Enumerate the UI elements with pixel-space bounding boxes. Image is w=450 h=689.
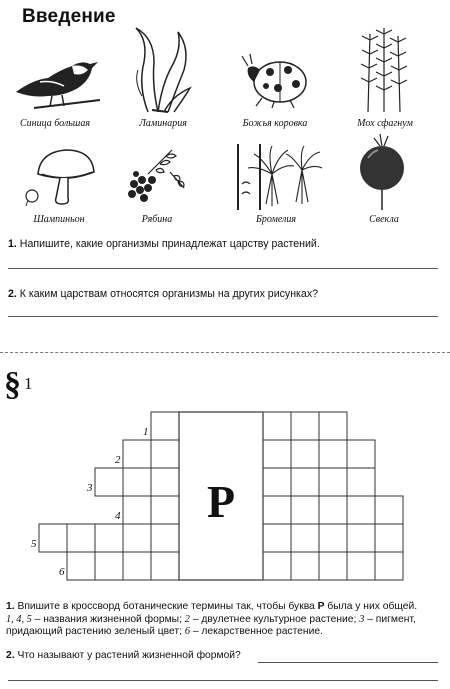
- crossword-row-number: 5: [31, 538, 37, 550]
- clue-text: – лекарственное растение.: [189, 626, 323, 637]
- clue-text: – пигмент,: [364, 613, 416, 625]
- crossword-row-number: 4: [115, 510, 121, 522]
- question-number: 1.: [8, 238, 17, 250]
- question-2: [8, 288, 318, 300]
- task-text: была у них общей.: [327, 601, 418, 612]
- crossword-row-number: 1: [143, 426, 149, 438]
- answer-line[interactable]: [8, 680, 438, 681]
- moss-icon: [354, 26, 414, 112]
- organism-caption: Шампиньон: [33, 214, 85, 225]
- rowan-icon: [122, 144, 188, 210]
- crossword-grid: [0, 405, 450, 590]
- organism-caption: Мох сфагнум: [357, 118, 413, 129]
- task-text: Что называют у растений жизненной формой?: [17, 650, 241, 661]
- question-number: 2.: [8, 288, 17, 300]
- organism-caption: Синица большая: [19, 118, 90, 129]
- bird-icon: [12, 50, 102, 112]
- mushroom-icon: [22, 144, 98, 208]
- question-text: К каким царствам относятся организмы на других рисунках?: [19, 288, 319, 300]
- organism-caption: Божья коровка: [242, 118, 308, 129]
- task-1: [6, 601, 446, 639]
- organism-caption: Ламинария: [139, 118, 187, 129]
- clue-number: 2: [184, 613, 190, 625]
- answer-line[interactable]: [258, 662, 438, 663]
- task-number: 2.: [6, 650, 15, 661]
- crossword-key-letter: Р: [206, 476, 236, 527]
- clue-numbers: 1, 4, 5: [6, 613, 32, 625]
- task-number: 1.: [6, 601, 15, 612]
- page-title: Введение: [22, 6, 116, 27]
- crossword-row-number: 6: [59, 566, 65, 578]
- section-divider: [0, 352, 450, 353]
- answer-line[interactable]: [8, 268, 438, 269]
- bromeliad-icon: [232, 144, 322, 210]
- answer-line[interactable]: [8, 316, 438, 317]
- question-1: [8, 238, 320, 250]
- ladybug-icon: [240, 52, 312, 108]
- clue-text: – названия жизненной формы;: [31, 613, 185, 625]
- organism-caption: Бромелия: [255, 214, 297, 225]
- organism-caption: Свекла: [369, 214, 399, 225]
- section-number: 1: [24, 374, 33, 393]
- clue-text: – двулетнее культурное растение;: [189, 613, 360, 625]
- beet-icon: [358, 134, 408, 210]
- task-text: Впишите в кроссворд ботанические термины так, чтобы буква: [17, 601, 315, 612]
- crossword-row-number: 3: [87, 482, 93, 494]
- kelp-icon: [128, 26, 198, 114]
- organism-caption: Рябина: [141, 214, 173, 225]
- clue-number: 6: [184, 626, 190, 637]
- question-text: Напишите, какие организмы принадлежат царству растений.: [19, 238, 320, 250]
- section-symbol: §: [4, 366, 21, 403]
- key-letter: Р: [317, 601, 325, 612]
- task-2: [6, 650, 446, 663]
- clue-text: придающий растению зеленый цвет;: [6, 626, 185, 637]
- clue-number: 3: [359, 613, 365, 625]
- crossword-row-number: 2: [115, 454, 121, 466]
